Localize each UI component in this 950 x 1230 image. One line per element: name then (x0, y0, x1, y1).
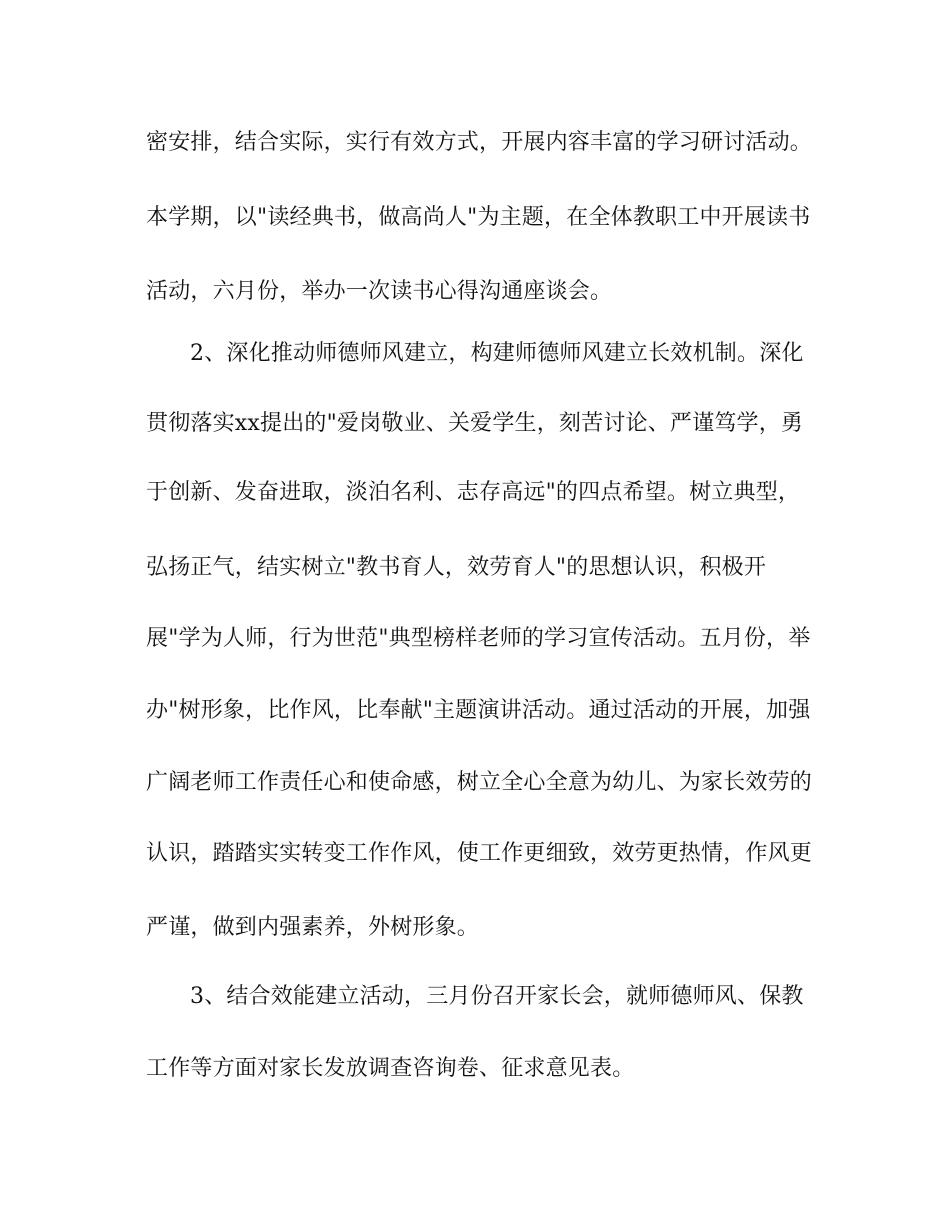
paragraph-2-line-8: 认识，踏踏实实转变工作作风，使工作更细致，效劳更热情，作风更 (146, 841, 813, 866)
paragraph-2-line-3: 于创新、发奋进取，淡泊名利、志存高远"的四点希望。树立典型， (146, 480, 801, 505)
paragraph-2-line-1: 2、深化推动师德师风建立，构建师德师风建立长效机制。深化 (190, 341, 804, 366)
paragraph-3-line-2: 工作等方面对家长发放调查咨询卷、征求意见表。 (146, 1056, 635, 1081)
text-line-3: 活动，六月份，举办一次读书心得沟通座谈会。 (146, 279, 613, 304)
paragraph-3-line-1: 3、结合效能建立活动，三月份召开家长会，就师德师风、保教 (190, 984, 804, 1009)
paragraph-2-line-5: 展"学为人师，行为世范"典型榜样老师的学习宣传活动。五月份，举 (146, 626, 811, 651)
paragraph-2-line-7: 广阔老师工作责任心和使命感，树立全心全意为幼儿、为家长效劳的 (146, 770, 813, 795)
paragraph-2-line-9: 严谨，做到内强素养，外树形象。 (146, 915, 480, 940)
paragraph-2-line-6: 办"树形象，比作风，比奉献"主题演讲活动。通过活动的开展，加强 (146, 698, 811, 723)
text-line-1: 密安排，结合实际，实行有效方式，开展内容丰富的学习研讨活动。 (146, 130, 813, 155)
paragraph-2-line-4: 弘扬正气，结实树立"教书育人，效劳育人"的思想认识，积极开 (146, 555, 767, 580)
text-line-2: 本学期，以"读经典书，做高尚人"为主题，在全体教职工中开展读书 (146, 205, 811, 230)
paragraph-2-line-2: 贯彻落实xx提出的"爱岗敬业、关爱学生，刻苦讨论、严谨笃学，勇 (146, 411, 804, 436)
